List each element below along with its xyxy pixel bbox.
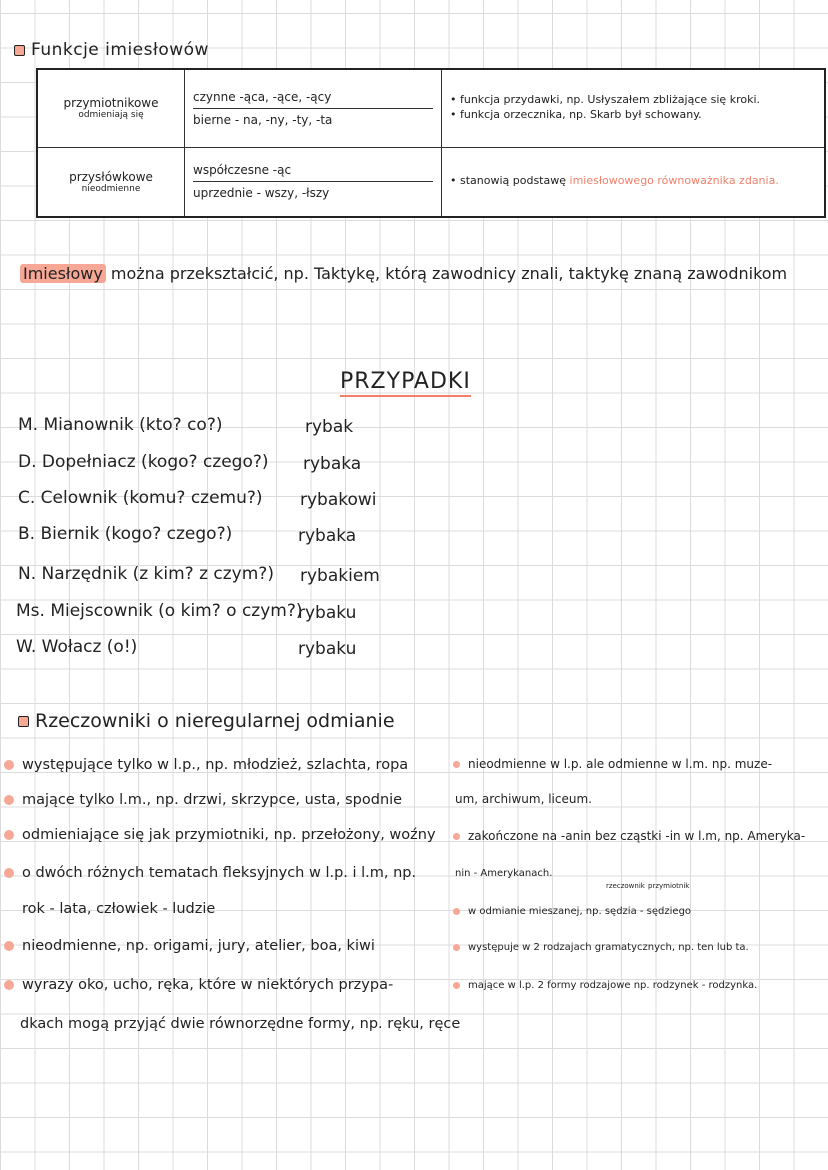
bullet-icon (4, 941, 14, 951)
bullet-icon (4, 868, 14, 878)
bullet-icon (4, 795, 14, 805)
bullet-icon (453, 761, 460, 768)
list-item: występujące tylko w l.p., np. młodzież, szlachta, ropa (4, 757, 408, 773)
list-item: o dwóch różnych tematach fleksyjnych w l.p. i l.m, np. (4, 865, 416, 881)
case-name: W. Wołacz (o!) (16, 637, 138, 657)
table-cell-type (37, 147, 185, 217)
case-name: D. Dopełniacz (kogo? czego?) (18, 452, 269, 472)
list-item: nieodmienne, np. origami, jury, atelier, boa, kiwi (4, 938, 375, 954)
participle-form: bierne - na, -ny, -ty, -ta (193, 108, 433, 131)
list-item-continuation: rok - lata, człowiek - ludzie (22, 901, 216, 917)
participle-function: • funkcja przydawki, np. Usłyszałem zbliżające się kroki. (450, 93, 761, 107)
participle-form: czynne -ąca, -ące, -ący (193, 89, 332, 104)
participle-type-label: przysłówkowe (69, 169, 153, 184)
bullet-icon (453, 982, 460, 989)
table-cell-forms (185, 147, 442, 217)
case-form: rybaka (298, 526, 357, 546)
table-cell-functions (442, 69, 826, 147)
table-row (37, 147, 825, 217)
case-form: rybak (305, 417, 354, 437)
section-title-text: Rzeczowniki o nieregularnej odmianie (35, 710, 395, 732)
list-item: odmieniające się jak przymiotniki, np. przełożony, woźny (4, 827, 436, 843)
list-item: w odmianie mieszanej, np. sędzia - sędziego (453, 906, 691, 917)
case-name: C. Celownik (komu? czemu?) (18, 488, 263, 508)
participle-form: współczesne -ąc (193, 163, 292, 178)
case-name: N. Narzędnik (z kim? z czym?) (18, 564, 274, 584)
participle-form: uprzednie - wszy, -łszy (193, 181, 433, 204)
annotation-noun: rzeczownik (606, 882, 645, 890)
bullet-icon (453, 908, 460, 915)
section-title-participles (14, 40, 209, 60)
case-form: rybakiem (300, 566, 380, 586)
list-item-continuation: nin - Amerykanach. (455, 868, 553, 879)
table-row (37, 69, 825, 147)
case-form: rybakowi (300, 490, 377, 510)
table-cell-type (37, 69, 185, 147)
highlight-word: Imiesłowy (20, 264, 106, 283)
participle-function: • stanowią podstawę (450, 174, 570, 188)
list-item: wyrazy oko, ucho, ręka, które w niektórych przypa- (4, 977, 393, 993)
list-item: nieodmienne w l.p. ale odmienne w l.m. np. muze- (453, 757, 772, 771)
list-item: mające tylko l.m., np. drzwi, skrzypce, usta, spodnie (4, 792, 402, 808)
case-name: Ms. Miejscownik (o kim? o czym?) (16, 601, 303, 621)
participle-function-highlight: imiesłowowego równoważnika zdania. (569, 174, 779, 188)
section-title-text: Funkcje imiesłowów (31, 40, 209, 60)
case-name: M. Mianownik (kto? co?) (18, 415, 223, 435)
list-item: zakończone na -anin bez cząstki -in w l.m, np. Ameryka- (453, 829, 805, 843)
participle-type-sublabel: odmieniają się (78, 110, 144, 121)
checkbox-icon (14, 45, 25, 56)
case-form: rybaku (298, 639, 357, 659)
bullet-icon (453, 833, 460, 840)
note-text: można przekształcić, np. Taktykę, którą zawodnicy znali, taktykę znaną zawodnikom (105, 264, 788, 283)
cases-title (340, 369, 471, 394)
participle-function: • funkcja orzecznika, np. Skarb był schowany. (450, 108, 702, 122)
bullet-icon (4, 980, 14, 990)
list-item: mające w l.p. 2 formy rodzajowe np. rodzynek - rodzynka. (453, 980, 757, 991)
list-item-continuation: um, archiwum, liceum. (455, 792, 592, 806)
list-item-continuation: dkach mogą przyjąć dwie równorzędne formy, np. ręku, ręce (20, 1016, 461, 1032)
participle-transform-note (20, 264, 787, 283)
table-cell-forms (185, 69, 442, 147)
bullet-icon (4, 830, 14, 840)
table-cell-functions (442, 147, 826, 217)
bullet-icon (4, 760, 14, 770)
checkbox-icon (18, 716, 29, 727)
bullet-icon (453, 944, 460, 951)
participle-type-label: przymiotnikowe (63, 96, 159, 111)
section-title-irregular-nouns (18, 710, 395, 732)
case-form: rybaku (298, 603, 357, 623)
cases-title-text: PRZYPADKI (340, 369, 471, 397)
participles-table (36, 68, 826, 218)
annotation-adjective: przymiotnik (648, 882, 690, 890)
list-item: występuje w 2 rodzajach gramatycznych, np. ten lub ta. (453, 942, 749, 953)
case-form: rybaka (303, 454, 362, 474)
participle-type-sublabel: nieodmienne (81, 183, 141, 194)
case-name: B. Biernik (kogo? czego?) (18, 524, 233, 544)
